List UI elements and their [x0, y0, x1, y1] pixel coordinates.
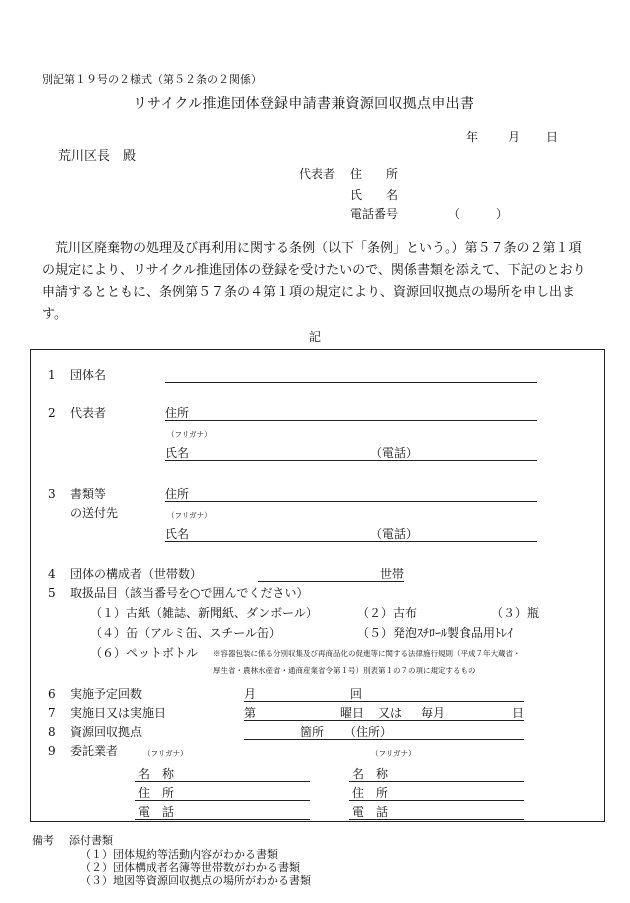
- addressee: 荒川区長 殿: [58, 149, 137, 164]
- rep-phone-label: （電話）: [370, 446, 419, 460]
- contractor-phone-left: 電 話: [138, 805, 175, 819]
- product-option[interactable]: （１）古紙（雑誌、新聞紙、ダンボール）: [90, 606, 318, 620]
- members-line[interactable]: [258, 581, 404, 582]
- mail-address-line[interactable]: [165, 501, 537, 502]
- mail-phone-label: （電話）: [370, 527, 419, 541]
- item-mailing-sub: の送付先: [70, 506, 119, 520]
- mail-furigana: （フリガナ）: [167, 511, 212, 520]
- ki-label: 記: [309, 330, 322, 344]
- item-number: 7: [48, 706, 56, 720]
- item-contractor: 委託業者: [70, 744, 119, 758]
- item-number: 8: [48, 725, 56, 739]
- product-option[interactable]: （６）ペットボトル: [90, 646, 199, 660]
- product-option[interactable]: （２）古布: [357, 606, 418, 620]
- date-line[interactable]: [244, 720, 524, 721]
- date-day: 日: [546, 130, 559, 144]
- note-item: （３）地図等資源回収拠点の場所がわかる書類: [80, 874, 311, 887]
- product-option[interactable]: （５）発泡ｽﾁﾛｰﾙ製食品用ﾄﾚｲ: [357, 626, 514, 640]
- rep-address-label: 住所: [165, 406, 190, 420]
- product-option[interactable]: （４）缶（アルミ缶、スチール缶）: [90, 626, 282, 640]
- frequency-month: 月: [244, 687, 257, 701]
- applicant-label: 代表者: [299, 167, 336, 181]
- item-number: 1: [48, 368, 56, 382]
- item-mailing: 書類等: [70, 487, 107, 501]
- collection-line[interactable]: [244, 739, 524, 740]
- item-number: 3: [48, 487, 56, 501]
- note-item: （１）団体規約等活動内容がわかる書類: [80, 848, 278, 861]
- form-reference: 別記第１９号の２様式（第５２条の２関係）: [42, 73, 262, 86]
- item-number: 9: [48, 744, 56, 758]
- mail-name-label: 氏名: [165, 527, 190, 541]
- item-frequency: 実施予定回数: [70, 687, 143, 701]
- rep-name-label: 氏名: [165, 446, 190, 460]
- item-members: 団体の構成者（世帯数）: [70, 567, 203, 581]
- date-nichi: 日: [512, 706, 525, 720]
- contractor-name-left: 名 称: [138, 767, 175, 781]
- collection-kasho: 箇所: [300, 725, 325, 739]
- contractor-name-line-right[interactable]: [349, 781, 524, 782]
- contractor-name-line-left[interactable]: [135, 781, 310, 782]
- item-collection-point: 資源回収拠点: [70, 725, 143, 739]
- date-year: 年: [466, 130, 479, 144]
- item-number: 2: [48, 406, 56, 420]
- contractor-address-line-left[interactable]: [135, 800, 310, 801]
- date-month: 月: [508, 130, 521, 144]
- rep-furigana: （フリガナ）: [167, 430, 212, 439]
- date-mataha: 又は: [378, 706, 403, 720]
- item-representative: 代表者: [70, 406, 107, 420]
- item-number: 5: [48, 586, 56, 600]
- applicant-address-label: 住 所: [350, 167, 399, 181]
- item-products: 取扱品目（該当番号を○で囲んでください）: [70, 586, 309, 600]
- item-group-name: 団体名: [70, 368, 107, 382]
- note-item: （２）団体構成者名簿等世帯数がわかる書類: [80, 861, 300, 874]
- applicant-name-label: 氏 名: [350, 188, 399, 202]
- contractor-phone-right: 電 話: [352, 805, 389, 819]
- contractor-phone-line-right[interactable]: [349, 819, 524, 820]
- applicant-phone-label: 電話番号: [350, 207, 399, 221]
- collection-address: （住所）: [344, 725, 393, 739]
- product-option[interactable]: （３）瓶: [491, 606, 540, 620]
- date-youbi: 曜日: [340, 706, 365, 720]
- body-paragraph: 荒川区廃棄物の処理及び再利用に関する条例（以下「条例」という。）第５７条の２第１項の規定により、リサイクル推進団体の登録を受けたいので、関係書類を添えて、下記のとおり申請するとともに、条例第５７条の４第１項の規定により、資源回収拠点の場所を申し出ます。: [42, 241, 586, 322]
- contractor-furigana-right: （フリガナ）: [371, 749, 416, 758]
- item-number: 6: [48, 687, 56, 701]
- notes-heading: 添付書類: [69, 834, 113, 847]
- rep-name-line[interactable]: [165, 460, 537, 461]
- frequency-line[interactable]: [244, 701, 524, 702]
- item-date: 実施日又は実施日: [70, 706, 167, 720]
- contractor-furigana-left: （フリガナ）: [143, 749, 188, 758]
- contractor-phone-line-left[interactable]: [135, 819, 310, 820]
- contractor-name-right: 名 称: [352, 767, 389, 781]
- frequency-times: 回: [350, 687, 363, 701]
- page-title: リサイクル推進団体登録申請書兼資源回収拠点申出書: [133, 96, 475, 112]
- mail-address-label: 住所: [165, 487, 190, 501]
- applicant-phone-parens: （ ）: [448, 207, 509, 221]
- contractor-address-left: 住 所: [138, 786, 175, 800]
- contractor-address-line-right[interactable]: [349, 800, 524, 801]
- rep-address-line[interactable]: [165, 420, 537, 421]
- item-number: 4: [48, 567, 56, 581]
- pet-bottle-note: ※容器包装に係る分別収集及び再商品化の促進等に関する法律施行規則（平成７年大蔵省・: [213, 649, 521, 658]
- members-unit: 世帯: [380, 567, 405, 581]
- mail-name-line[interactable]: [165, 541, 537, 542]
- pet-bottle-note-cont: 厚生省・農林水産省・通商産業省令第１号）別表第１の７の項に規定するもの: [213, 666, 476, 675]
- contractor-address-right: 住 所: [352, 786, 389, 800]
- group-name-line[interactable]: [165, 382, 537, 383]
- date-maitsuki: 毎月: [421, 706, 446, 720]
- date-dai: 第: [244, 706, 257, 720]
- notes-label: 備考: [32, 834, 54, 847]
